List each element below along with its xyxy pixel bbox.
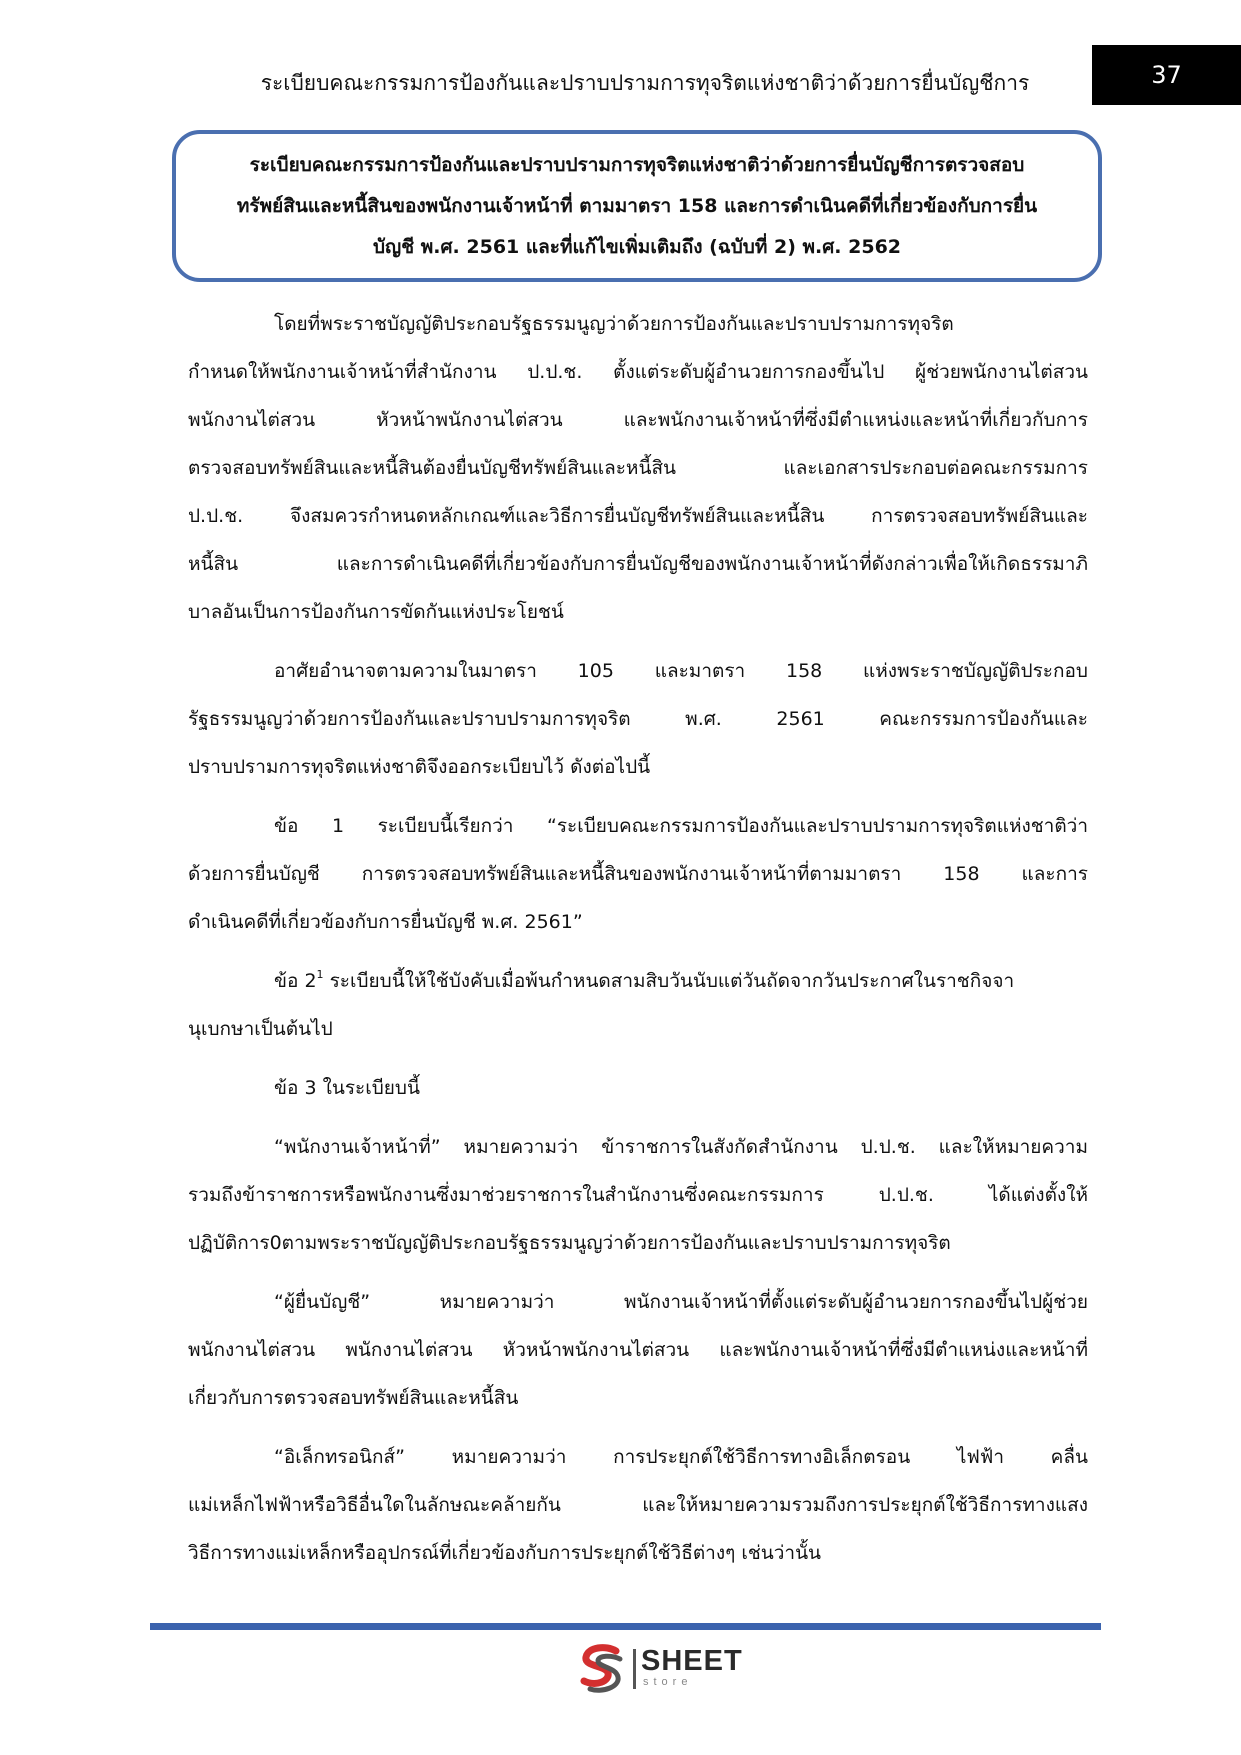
document-body	[188, 300, 1088, 1588]
logo-separator	[633, 1649, 636, 1689]
text-line: “อิเล็กทรอนิกส์” หมายความว่า การประยุกต์ใช้วิธีการทางอิเล็กตรอน ไฟฟ้า คลื่น	[274, 1446, 1088, 1468]
page-number: 37	[1151, 61, 1182, 89]
paragraph-preamble	[188, 300, 1088, 636]
page-number-badge	[1092, 45, 1241, 105]
text-line: ปราบปรามการทุจริตแห่งชาติจึงออกระเบียบไว้ ดังต่อไปนี้	[188, 756, 651, 778]
title-line-1: ระเบียบคณะกรรมการป้องกันและปราบปรามการทุจริตแห่งชาติว่าด้วยการยื่นบัญชีการตรวจสอบ	[249, 153, 1025, 176]
text-line: แม่เหล็กไฟฟ้าหรือวิธีอื่นใดในลักษณะคล้ายกัน และให้หมายความรวมถึงการประยุกต์ใช้วิธีการทางแสง	[188, 1494, 1088, 1516]
text-line: หนี้สิน และการดำเนินคดีที่เกี่ยวข้องกับการยื่นบัญชีของพนักงานเจ้าหน้าที่ดังกล่าวเพื่อให้เกิดธรรมาภิ	[188, 553, 1088, 575]
footer-divider	[150, 1623, 1101, 1630]
paragraph-clause-2	[188, 957, 1088, 1053]
text-line: พนักงานไต่สวน หัวหน้าพนักงานไต่สวน และพนักงานเจ้าหน้าที่ซึ่งมีตำแหน่งและหน้าที่เกี่ยวกับการ	[188, 409, 1088, 431]
text-line: อาศัยอำนาจตามความในมาตรา 105 และมาตรา 158 แห่งพระราชบัญญัติประกอบ	[274, 660, 1088, 682]
text-line: บาลอันเป็นการป้องกันการขัดกันแห่งประโยชน์	[188, 601, 564, 623]
text-line: เกี่ยวกับการตรวจสอบทรัพย์สินและหนี้สิน	[188, 1387, 519, 1409]
text-line: ตรวจสอบทรัพย์สินและหนี้สินต้องยื่นบัญชีทรัพย์สินและหนี้สิน และเอกสารประกอบต่อคณะกรรมการ	[188, 457, 1088, 479]
logo-wordmark: SHEET	[641, 1645, 743, 1677]
text-line: ป.ป.ช. จึงสมควรกำหนดหลักเกณฑ์และวิธีการยื่นบัญชีทรัพย์สินและหนี้สิน การตรวจสอบทรัพย์สินและ	[188, 505, 1088, 527]
paragraph-clause-3	[188, 1064, 1088, 1112]
text-line: รวมถึงข้าราชการหรือพนักงานซึ่งมาช่วยราชการในสำนักงานซึ่งคณะกรรมการ ป.ป.ช. ได้แต่งตั้งให้	[188, 1184, 1088, 1206]
sheet-store-logo	[576, 1643, 746, 1695]
text-line: ปฏิบัติการ0ตามพระราชบัญญัติประกอบรัฐธรรมนูญว่าด้วยการป้องกันและปราบปรามการทุจริต	[188, 1232, 951, 1254]
text-line: ด้วยการยื่นบัญชี การตรวจสอบทรัพย์สินและหนี้สินของพนักงานเจ้าหน้าที่ตามมาตรา 158 และการ	[188, 863, 1088, 885]
text-line: ข้อ 3 ในระเบียบนี้	[274, 1077, 420, 1099]
text-line: ข้อ 1 ระเบียบนี้เรียกว่า “ระเบียบคณะกรรมการป้องกันและปราบปรามการทุจริตแห่งชาติว่า	[274, 815, 1088, 837]
paragraph-authority	[188, 647, 1088, 791]
paragraph-definition-filer	[188, 1278, 1088, 1422]
title-line-2: ทรัพย์สินและหนี้สินของพนักงานเจ้าหน้าที่ ตามมาตรา 158 และการดำเนินคดีที่เกี่ยวข้องกับการยื่น	[236, 194, 1038, 217]
footnote-marker: 1	[316, 968, 324, 981]
logo-mark-icon	[576, 1643, 628, 1695]
text-line: “ผู้ยื่นบัญชี” หมายความว่า พนักงานเจ้าหน้าที่ตั้งแต่ระดับผู้อำนวยการกองขึ้นไปผู้ช่วย	[274, 1291, 1088, 1313]
text-line	[188, 957, 1088, 1005]
logo-subtext: store	[643, 1676, 693, 1688]
text-line: รัฐธรรมนูญว่าด้วยการป้องกันและปราบปรามการทุจริต พ.ศ. 2561 คณะกรรมการป้องกันและ	[188, 708, 1088, 730]
text-line: พนักงานไต่สวน พนักงานไต่สวน หัวหน้าพนักงานไต่สวน และพนักงานเจ้าหน้าที่ซึ่งมีตำแหน่งและหน้าที่	[188, 1339, 1088, 1361]
text-line: วิธีการทางแม่เหล็กหรืออุปกรณ์ที่เกี่ยวข้องกับการประยุกต์ใช้วิธีต่างๆ เช่นว่านั้น	[188, 1542, 822, 1564]
paragraph-clause-1	[188, 802, 1088, 946]
clause-2-prefix: ข้อ 2	[274, 970, 317, 992]
text-line: ดำเนินคดีที่เกี่ยวข้องกับการยื่นบัญชี พ.ศ. 2561”	[188, 911, 583, 933]
document-title-box	[172, 130, 1102, 282]
paragraph-definition-electronic	[188, 1433, 1088, 1577]
title-line-3: บัญชี พ.ศ. 2561 และที่แก้ไขเพิ่มเติมถึง (ฉบับที่ 2) พ.ศ. 2562	[372, 235, 902, 258]
running-header-title: ระเบียบคณะกรรมการป้องกันและปราบปรามการทุจริตแห่งชาติว่าด้วยการยื่นบัญชีการ	[260, 71, 1030, 95]
text-line: กำหนดให้พนักงานเจ้าหน้าที่สำนักงาน ป.ป.ช. ตั้งแต่ระดับผู้อำนวยการกองขึ้นไป ผู้ช่วยพนักงานไต่สวน	[188, 361, 1088, 383]
text-line: โดยที่พระราชบัญญัติประกอบรัฐธรรมนูญว่าด้วยการป้องกันและปราบปรามการทุจริต	[274, 313, 954, 335]
text-line: “พนักงานเจ้าหน้าที่” หมายความว่า ข้าราชการในสังกัดสำนักงาน ป.ป.ช. และให้หมายความ	[274, 1136, 1088, 1158]
paragraph-definition-officer	[188, 1123, 1088, 1267]
text-line: นุเบกษาเป็นต้นไป	[188, 1018, 333, 1040]
clause-2-text: ระเบียบนี้ให้ใช้บังคับเมื่อพ้นกำหนดสามสิบวันนับแต่วันถัดจากวันประกาศในราชกิจจา	[323, 970, 1015, 992]
